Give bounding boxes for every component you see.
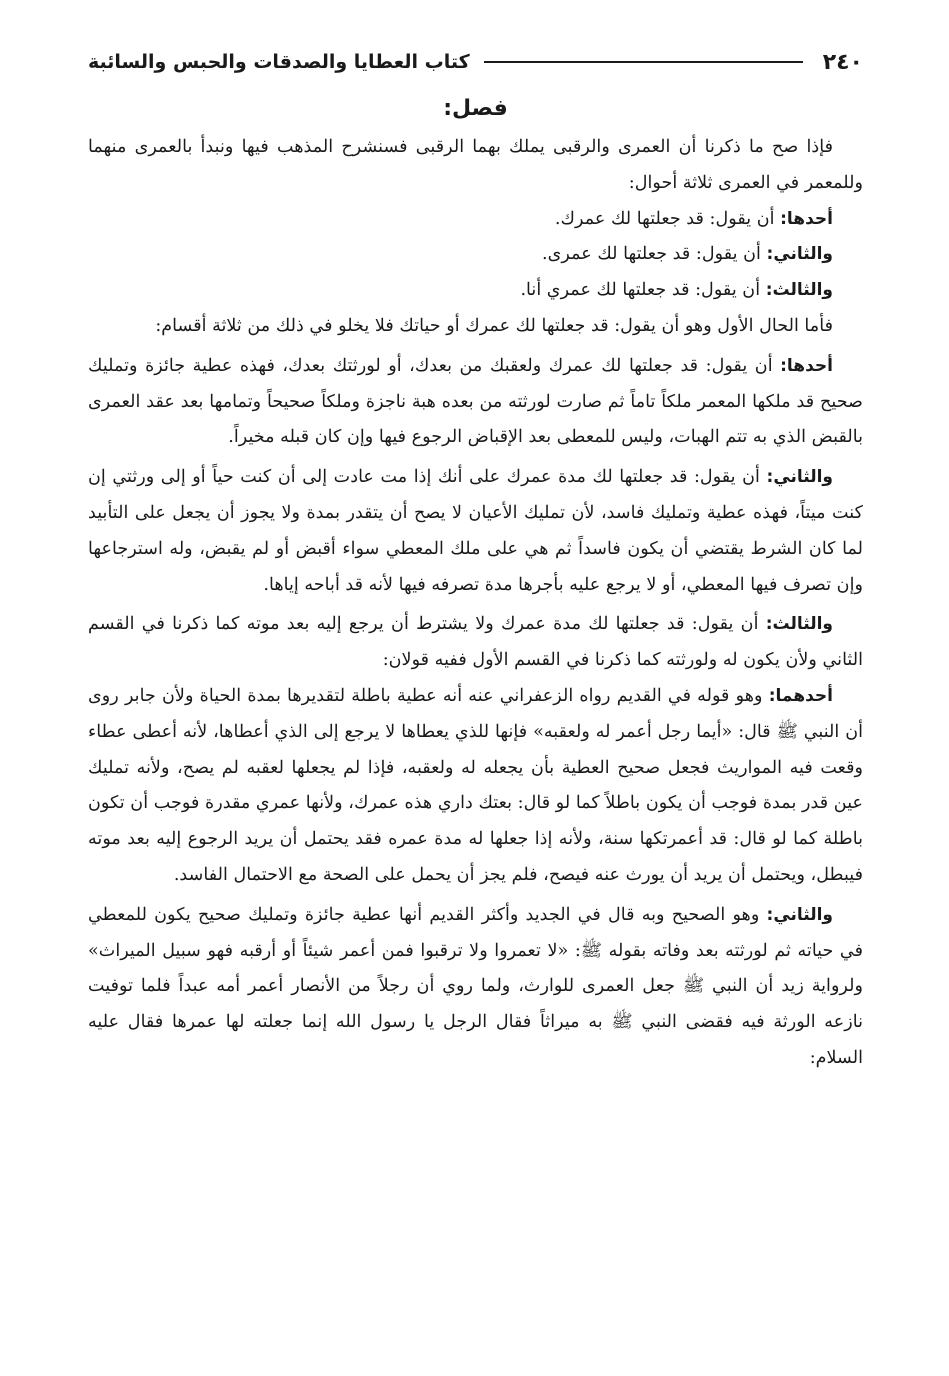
paragraph-lead: والثاني: [766,904,833,925]
section-title: فصل: [443,96,508,121]
paragraph-division-2 [88,460,863,603]
paragraph-lead: أحدهما: [768,685,833,706]
paragraph-lead: والثالث: [765,280,833,301]
paragraph-text: أن يقول: قد جعلتها لك عمري أنا. [520,280,766,301]
paragraph-lead: أحدها: [780,355,833,376]
paragraph-lead: أحدها: [780,208,833,229]
paragraph-opinion-1 [88,679,863,894]
paragraph-text: أن يقول: قد جعلتها لك مدة عمرك على أنك إذا مت عادت إلى أن كنت حياً أو إلى ورثتي إن كنت ميتاً، فهذه عطية وتمليك فاسد، لأن تمليك الأعيان لا يصح أن يتقدر بمدة ولا يجوز أن يجعل على التأبيد لما كان الشرط يقتضي أن يكون فاسداً ثم هي على ملك المعطي سواء أقبض أو لم يقبض، وله استرجاعها وإن تصرف فيها المعطي، أو لا يرجع عليه بأجرها مدة تصرفه فيها لأنه قد أباحه إياها. [88,467,863,595]
book-title: كتاب العطايا والصدقات والحبس والسائبة [88,51,470,73]
paragraph-opinion-2 [88,898,863,1077]
paragraph-case-1 [88,202,863,238]
paragraph-text: أن يقول: قد جعلتها لك عمرك. [554,208,781,229]
paragraph-lead: والثاني: [766,467,833,488]
header-rule [484,61,803,63]
paragraph-text: وهو الصحيح وبه قال في الجديد وأكثر القديم أنها عطية جائزة وتمليك صحيح يكون للمعطي في حياته ثم لورثته بعد وفاته بقوله ﷺ: «لا تعمروا ولا ترقبوا فمن أعمر شيئاً أو أرقبه فهو سبيل الميراث» ولرواية زيد أن النبي ﷺ جعل العمرى للوارث، ولما روي أن رجلاً من الأنصار أعمر أمه عبداً فلما توفيت نازعه الورثة فيه فقضى النبي ﷺ به ميراثاً فقال الرجل يا رسول الله إنما جعلته لها عمرها فقال عليه السلام: [88,904,863,1068]
paragraph-text: وهو قوله في القديم رواه الزعفراني عنه أنه عطية باطلة لتقديرها بمدة الحياة ولأن جابر روى أن النبي ﷺ قال: «أيما رجل أعمر له ولعقبه» فإنها للذي يعطاها لا يرجع إلى الذي أعطاها، لأنه أعطى عطاء وقعت فيه المواريث فجعل صحيح العطية بأن يجعله له ولعقبه، فإذا لم يجعلها لعقبه لم يصح، ولأنه تمليك عين قدر بمدة فوجب أن يكون باطلاً كما لو قال: بعتك داري هذه عمرك، ولأنها عمري مقدرة فوجب أن تكون باطلة كما لو قال: قد أعمرتكها سنة، ولأنه إذا جعلها له مدة عمره فقد يحتمل أن يريد الرجوع إليه بعد موته فيبطل، ويحتمل أن يريد أن يورث عنه فيصح، فلم يجز أن يحمل على الصحة مع الاحتمال الفاسد. [88,685,863,885]
paragraph-text: أن يقول: قد جعلتها لك مدة عمرك ولا يشترط أن يرجع إليه بعد موته كما ذكرنا في القسم الثاني ولأن يكون له ولورثته كما ذكرنا في القسم الأول ففيه قولان: [88,614,863,671]
paragraph-text: أن يقول: قد جعلتها لك عمرى. [542,244,767,265]
paragraph-text: فإذا صح ما ذكرنا أن العمرى والرقبى يملك بهما الرقبى فسنشرح المذهب فيها ونبدأ بالعمرى منهما وللمعمر في العمرى ثلاثة أحوال: [88,137,863,193]
paragraph-lead: والثاني: [766,244,833,265]
paragraph-division-3 [88,607,863,679]
paragraph-case-2 [88,237,863,273]
page-number: ٢٤٠ [822,49,863,75]
paragraph-intro [88,130,863,202]
paragraph-lead: والثالث: [765,614,833,635]
paragraph-text: أن يقول: قد جعلتها لك عمرك ولعقبك من بعدك، أو لورثتك بعدك، فهذه عطية جائزة وتمليك صحيح قد ملكها المعمر ملكاً تاماً ثم صارت لورثته من بعده هبة ناجزة وملكاً صحيحاً وتمامها بعد عقد العمرى بالقبض الذي به تتم الهبات، وليس للمعطى بعد الإقباض الرجوع فيها وإن كان قبله مخيراً. [88,355,863,448]
paragraph-first-state [88,309,863,345]
paragraph-text: فأما الحال الأول وهو أن يقول: قد جعلتها لك عمرك أو حياتك فلا يخلو في ذلك من ثلاثة أقسام: [155,315,833,336]
document-page [88,40,863,1077]
paragraph-division-1 [88,349,863,456]
running-header [88,40,863,84]
paragraph-case-3 [88,273,863,309]
